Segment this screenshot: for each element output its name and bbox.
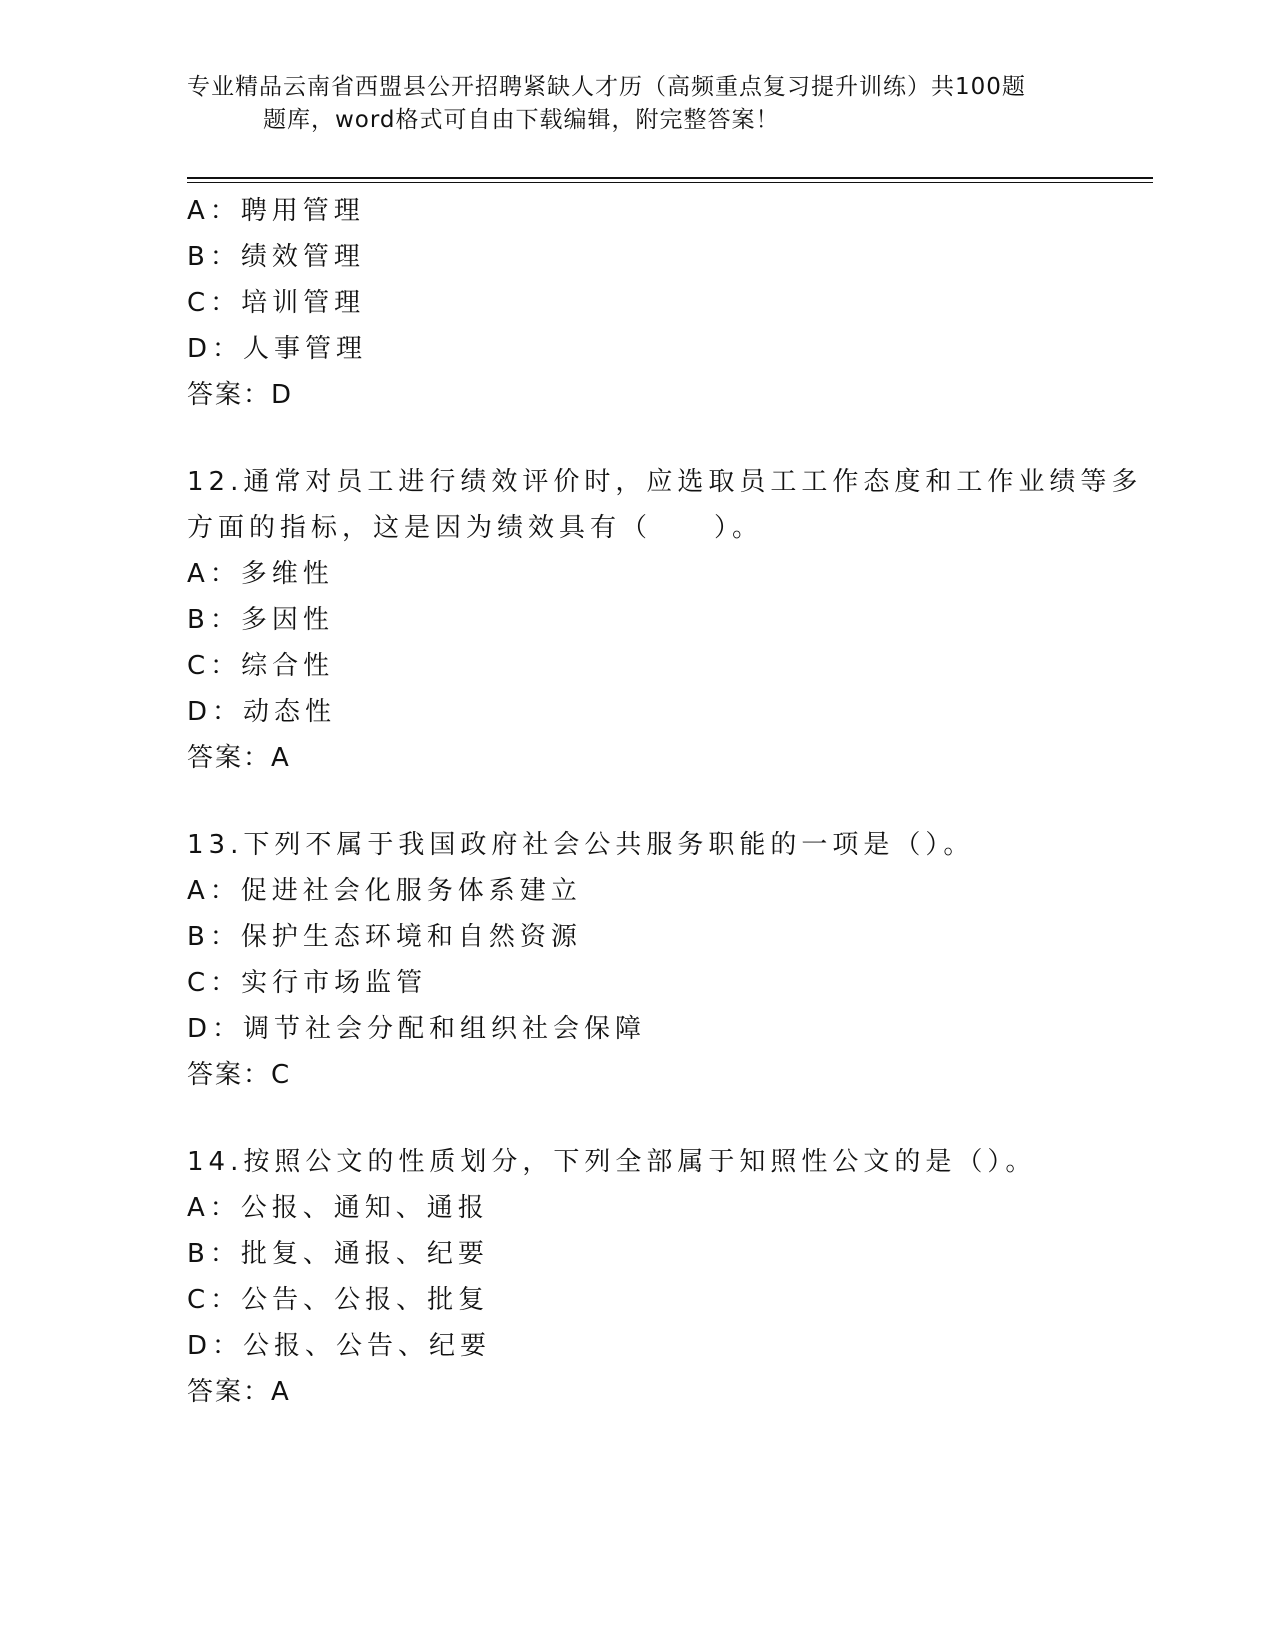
answer-line: 答案：D: [187, 380, 294, 410]
option-c: C：实行市场监管: [187, 968, 428, 998]
question-stem-line1: 12.通常对员工进行绩效评价时，应选取员工工作态度和工作业绩等多: [187, 467, 1143, 497]
question-block-13: [187, 822, 1153, 1098]
header-divider-thick: [187, 177, 1153, 179]
header-title-line2: 题库，word格式可自由下载编辑，附完整答案！: [263, 107, 780, 133]
answer-line: 答案：A: [187, 1377, 291, 1407]
option-d: D：人事管理: [187, 334, 368, 364]
question-stem: 14.按照公文的性质划分，下列全部属于知照性公文的是（）。: [187, 1147, 1037, 1177]
option-b: B：保护生态环境和自然资源: [187, 922, 582, 952]
question-block-14: [187, 1139, 1153, 1415]
document-header: [187, 71, 1067, 137]
option-d: D：调节社会分配和组织社会保障: [187, 1014, 647, 1044]
spacer: [187, 781, 1153, 822]
question-list: [187, 188, 1153, 1415]
option-d: D：动态性: [187, 697, 337, 727]
spacer: [187, 1098, 1153, 1139]
question-stem-line2: 方面的指标，这是因为绩效具有（ ）。: [187, 513, 764, 543]
header-divider-thin: [187, 182, 1153, 183]
option-a: A：公报、通知、通报: [187, 1193, 489, 1223]
question-stem: [187, 459, 1153, 551]
option-c: C：培训管理: [187, 288, 366, 318]
question-block-12: [187, 459, 1153, 781]
option-c: C：公告、公报、批复: [187, 1285, 490, 1315]
spacer: [187, 418, 1153, 459]
question-stem: 13.下列不属于我国政府社会公共服务职能的一项是（）。: [187, 830, 975, 860]
option-b: B：批复、通报、纪要: [187, 1239, 489, 1269]
option-c: C：综合性: [187, 651, 335, 681]
option-d: D：公报、公告、纪要: [187, 1331, 492, 1361]
option-a: A：多维性: [187, 559, 334, 589]
answer-line: 答案：A: [187, 743, 291, 773]
header-title-line1: 专业精品云南省西盟县公开招聘紧缺人才历（高频重点复习提升训练）共100题: [187, 74, 1026, 100]
answer-line: 答案：C: [187, 1060, 292, 1090]
option-a: A：促进社会化服务体系建立: [187, 876, 582, 906]
option-a: A：聘用管理: [187, 196, 365, 226]
question-block-11: [187, 188, 1153, 418]
option-b: B：绩效管理: [187, 242, 365, 272]
option-b: B：多因性: [187, 605, 334, 635]
